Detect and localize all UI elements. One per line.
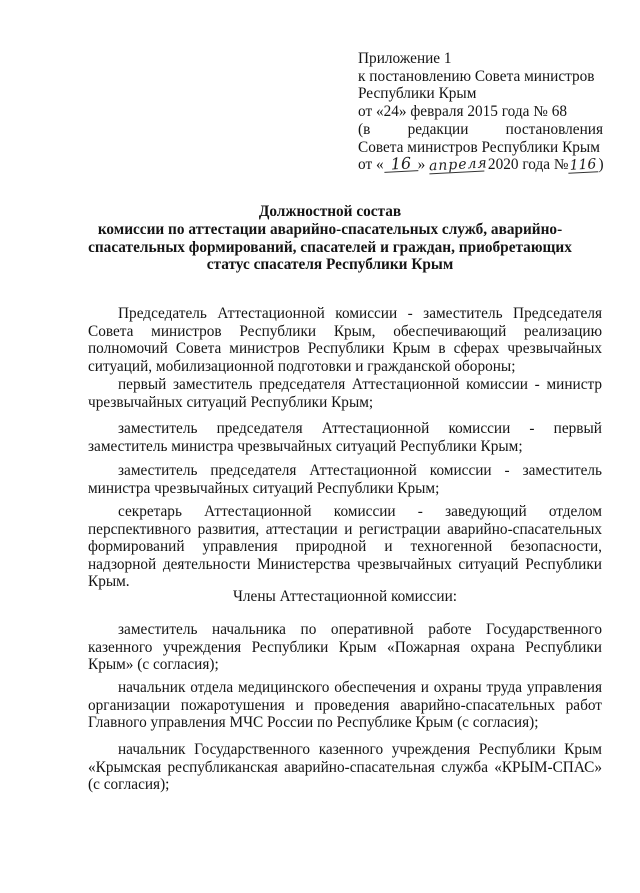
member-item-3: начальник Государственного казенного учреждения Республики Крым «Крымская республиканская аварийно-спасательная служба «КРЫМ-СПАС» (с согласия); xyxy=(88,741,602,794)
title-line-4: статус спасателя Республики Крым xyxy=(206,256,454,274)
appendix-line-3: Республики Крым xyxy=(358,85,477,103)
title-line-2: комиссии по аттестации аварийно-спасательных служб, аварийно- xyxy=(97,220,563,238)
appendix-block xyxy=(358,50,603,174)
handwritten-month: апреля xyxy=(428,155,489,175)
paragraph-chairman: Председатель Аттестационной комиссии - заместитель Председателя Совета министров Республики Крым, обеспечивающий реализацию полномочий Совета министров Республики Крым в сферах чрезвычайных ситуаций, мобилизационной подготовки и гражданской обороны; xyxy=(88,305,602,375)
appendix-line-5: (в редакции постановления xyxy=(358,120,603,138)
appendix-line-7: от « 16 » апреля 2020 года №116) xyxy=(358,153,604,175)
appendix-line-2: к постановлению Совета министров xyxy=(358,67,595,85)
member-item-2: начальник отдела медицинского обеспечения и охраны труда управления организации пожаротушения и проведения аварийно-спасательных работ Главного управления МЧС России по Республике Крым (с согласия); xyxy=(88,679,602,732)
paragraph-first-deputy: первый заместитель председателя Аттестационной комиссии - министр чрезвычайных ситуаций Республики Крым; xyxy=(88,376,602,411)
paragraph-deputy-2: заместитель председателя Аттестационной комиссии - заместитель министра чрезвычайных ситуаций Республики Крым; xyxy=(88,462,602,497)
appendix-line-4: от «24» февраля 2015 года № 68 xyxy=(358,103,567,121)
members-heading: Члены Аттестационной комиссии: xyxy=(232,588,458,605)
paragraph-deputy-1: заместитель председателя Аттестационной комиссии - первый заместитель министра чрезвычайных ситуаций Республики Крым; xyxy=(88,420,602,455)
title-line-3: спасательных формирований, спасателей и граждан, приобретающих xyxy=(88,238,572,256)
appendix-line-1: Приложение 1 xyxy=(358,50,452,67)
handwritten-number: 116 xyxy=(569,156,598,174)
appendix-line-6: Совета министров Республики Крым xyxy=(358,138,600,156)
handwritten-day: 16 xyxy=(383,156,418,173)
member-item-1: заместитель начальника по оперативной работе Государственного казенного учреждения Республики Крым «Пожарная охрана Республики Крым» (с согласия); xyxy=(88,621,602,674)
document-title xyxy=(80,203,580,274)
paragraph-secretary: секретарь Аттестационной комиссии - заведующий отделом перспективного развития, аттестации и регистрации аварийно-спасательных формирований управления природной и техногенной безопасности, надзорной деятельности Министерства чрезвычайных ситуаций Республики Крым. xyxy=(88,503,602,591)
title-line-1: Должностной состав xyxy=(258,203,402,220)
